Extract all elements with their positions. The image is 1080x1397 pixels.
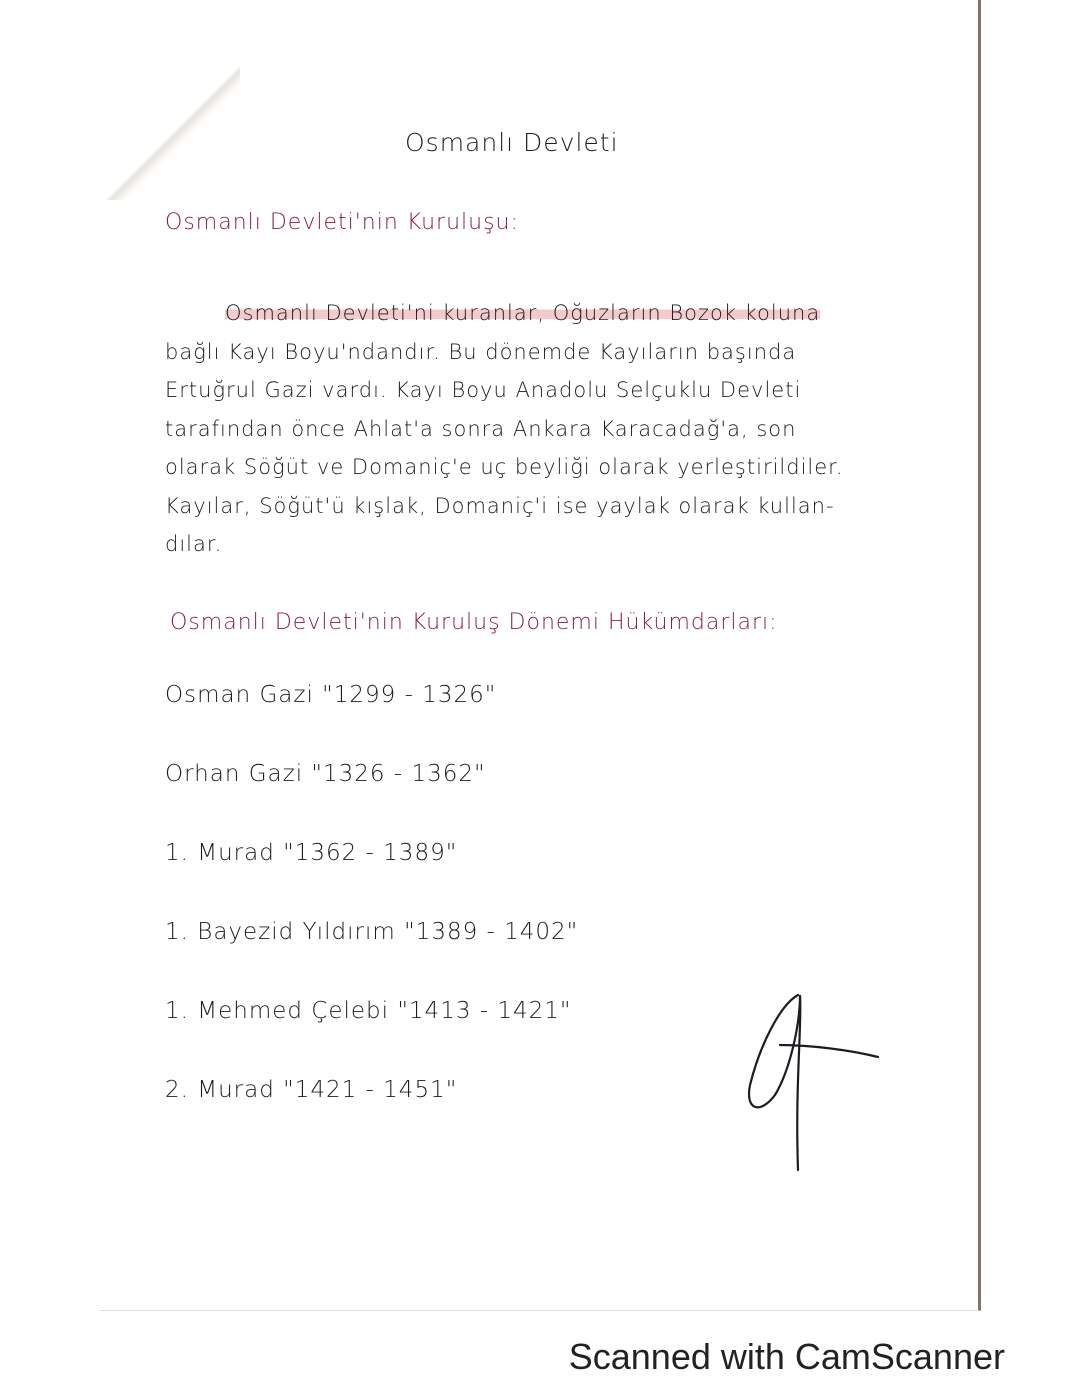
ruler-item: 2. Murad "1421 - 1451" bbox=[165, 1077, 458, 1103]
paragraph-line: bağlı Kayı Boyu'ndandır. Bu dönemde Kayıların başında bbox=[165, 339, 797, 364]
section-heading-founding: Osmanlı Devleti'nin Kuruluşu: bbox=[165, 210, 519, 235]
ruler-item: 1. Murad "1362 - 1389" bbox=[165, 840, 458, 866]
highlighted-text: Osmanlı Devleti'ni kuranlar, Oğuzların Bozok koluna bbox=[225, 301, 821, 325]
handwritten-signature bbox=[740, 985, 890, 1185]
section-heading-rulers: Osmanlı Devleti'nin Kuruluş Dönemi Hükümdarları: bbox=[170, 610, 778, 635]
ruler-item: Osman Gazi "1299 - 1326" bbox=[165, 682, 497, 708]
paper-fold-shadow bbox=[100, 0, 240, 200]
paragraph-line: tarafından önce Ahlat'a sonra Ankara Karacadağ'a, son bbox=[165, 416, 797, 441]
founding-paragraph bbox=[165, 294, 905, 564]
paragraph-line bbox=[165, 294, 905, 333]
ruler-item: 1. Mehmed Çelebi "1413 - 1421" bbox=[165, 998, 572, 1024]
page-title: Osmanlı Devleti bbox=[405, 128, 619, 157]
scanner-watermark: Scanned with CamScanner bbox=[568, 1336, 1005, 1377]
paragraph-line: Ertuğrul Gazi vardı. Kayı Boyu Anadolu Selçuklu Devleti bbox=[165, 378, 802, 402]
ruler-item: Orhan Gazi "1326 - 1362" bbox=[165, 761, 486, 787]
rulers-list bbox=[165, 682, 578, 1156]
ruler-item: 1. Bayezid Yıldırım "1389 - 1402" bbox=[165, 919, 579, 945]
paragraph-line: Kayılar, Söğüt'ü kışlak, Domaniç'i ise yaylak olarak kullan- bbox=[165, 493, 835, 518]
paragraph-line: dılar. bbox=[165, 532, 223, 556]
paragraph-line: olarak Söğüt ve Domaniç'e uç beyliği olarak yerleştirildiler. bbox=[165, 455, 844, 479]
